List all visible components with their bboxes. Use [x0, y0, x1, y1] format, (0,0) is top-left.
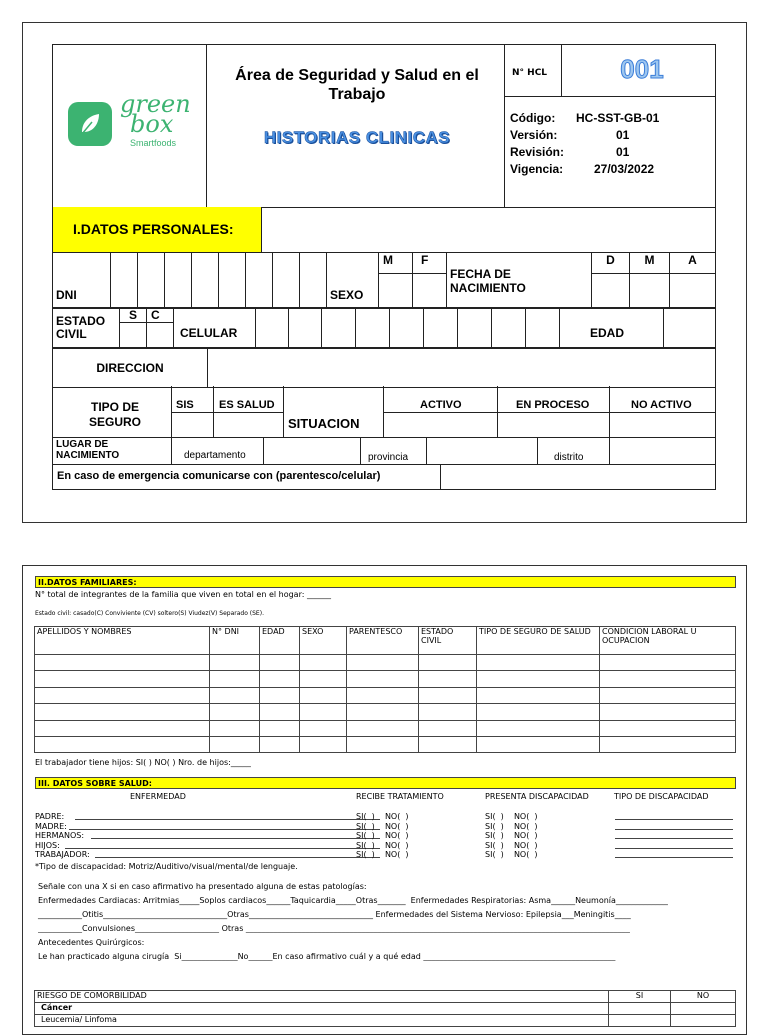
convulsiones-line: ___________Convulsiones_____________________ Otras ________________________________________________________________________________________________ — [38, 924, 630, 933]
provincia-label: provincia — [368, 452, 409, 463]
distrito-label: distrito — [554, 452, 584, 463]
dni-digit[interactable] — [246, 253, 273, 309]
divider — [537, 437, 538, 465]
celular-digit[interactable] — [356, 308, 390, 349]
col-parentesco: PARENTESCO — [347, 627, 419, 655]
comorbilidad-table — [34, 990, 736, 1027]
cancer-si[interactable] — [609, 1003, 671, 1015]
cancer-no[interactable] — [671, 1003, 736, 1015]
table-row[interactable] — [35, 721, 736, 737]
col-tipo-seguro: TIPO DE SEGURO DE SALUD — [477, 627, 600, 655]
celular-digit[interactable] — [458, 308, 492, 349]
celular-digit[interactable] — [424, 308, 458, 349]
hcl-number: 001 — [620, 54, 664, 84]
cirugia-line: Le han practicado alguna cirugía Si______________No______En caso afirmativo cuál y a qué edad ________________________________________________ — [38, 952, 616, 961]
dni-digit[interactable] — [165, 253, 192, 309]
celular-label: CELULAR — [174, 308, 256, 349]
tipo-disc-note: *Tipo de discapacidad: Motriz/Auditivo/visual/mental/de lenguaje. — [35, 862, 298, 871]
divider — [263, 437, 264, 465]
senale-line: Señale con una X si en caso afirmativo ha presentado alguna de estas patologías: — [38, 882, 367, 891]
col-enfermedad: ENFERMEDAD — [130, 792, 186, 801]
vigencia-label: Vigencia: — [510, 162, 564, 176]
dni-row — [52, 252, 716, 309]
revision-value: 01 — [616, 145, 630, 159]
divider — [440, 464, 441, 490]
divider — [171, 412, 283, 413]
table-row[interactable] — [35, 688, 736, 704]
dni-digit[interactable] — [138, 253, 165, 309]
en-proceso-label: EN PROCESO — [516, 399, 590, 411]
celular-digit[interactable] — [526, 308, 560, 349]
table-row[interactable] — [35, 671, 736, 688]
list-item: HIJOS: SI( ) NO( ) SI( ) NO( ) — [35, 841, 735, 851]
area-title: Área de Seguridad y Salud en el Trabajo — [235, 67, 479, 103]
direccion-label: DIRECCION — [53, 348, 208, 388]
doc-meta — [510, 110, 710, 178]
col-edad: EDAD — [260, 627, 300, 655]
activo-label: ACTIVO — [420, 399, 462, 411]
edad-field[interactable] — [664, 308, 716, 349]
datos-personales-title: I.DATOS PERSONALES: — [53, 207, 262, 252]
list-item: HERMANOS: SI( ) NO( ) SI( ) NO( ) — [35, 831, 735, 841]
list-item: PADRE: SI( ) NO( ) SI( ) NO( ) — [35, 812, 735, 822]
hijos-line: El trabajador tiene hijos: SI( ) NO( ) Nro. de hijos:_____ — [35, 758, 251, 767]
total-integrantes-line: N° total de integrantes de la familia que viven en total en el hogar: ______ — [35, 590, 331, 599]
table-row[interactable] — [35, 655, 736, 671]
sexo-label: SEXO — [327, 253, 379, 309]
estado-civil-legend: Estado civil: casado(C) Conviviente (CV) soltero(S) Viudez(V) Separado (SE). — [35, 610, 264, 617]
table-row[interactable] — [35, 704, 736, 721]
si-label: SI — [609, 991, 671, 1003]
header-divider-2 — [504, 44, 505, 208]
leaf-icon — [68, 102, 112, 146]
lugar-nac-label: LUGAR DE NACIMIENTO — [56, 439, 120, 461]
edad-label: EDAD — [560, 308, 664, 349]
version-label: Versión: — [510, 128, 558, 142]
col-apellidos: APELLIDOS Y NOMBRES — [35, 627, 210, 655]
hcl-label: N° HCL — [512, 68, 548, 78]
divider — [171, 437, 172, 465]
divider — [283, 386, 284, 438]
direccion-row — [52, 347, 716, 388]
col-condicion-laboral: CONDICION LABORAL U OCUPACION — [600, 627, 736, 655]
dni-digit[interactable] — [111, 253, 138, 309]
sexo-f[interactable]: F — [413, 253, 447, 309]
direccion-field[interactable] — [208, 348, 716, 388]
fecha-m[interactable]: M — [630, 253, 670, 309]
dni-digit[interactable] — [219, 253, 246, 309]
divider — [383, 412, 716, 413]
cardiacas-line: Enfermedades Cardiacas: Arritmias_____Soplos cardiacos______Taquicardia_____Otras_______ Enfermedades Respiratorias: Asma______Neumonía_____________ — [38, 896, 668, 905]
situacion-label: SITUACION — [288, 416, 360, 431]
col-tipo-discapacidad: TIPO DE DISCAPACIDAD — [614, 792, 709, 801]
dni-label: DNI — [53, 253, 111, 309]
col-sexo: SEXO — [300, 627, 347, 655]
celular-digit[interactable] — [390, 308, 424, 349]
dni-digit[interactable] — [300, 253, 327, 309]
celular-digit[interactable] — [322, 308, 356, 349]
familia-table — [34, 626, 736, 753]
cancer-sub-no[interactable] — [671, 1015, 736, 1027]
no-activo-label: NO ACTIVO — [631, 399, 692, 411]
divider — [426, 437, 427, 465]
divider — [609, 437, 610, 465]
otitis-line: ___________Otitis_______________________________Otras_______________________________ Enfermedades del Sistema Nervioso: Epilepsia___Meningitis____ — [38, 910, 631, 919]
fecha-nac-label: FECHA DE NACIMIENTO — [447, 253, 592, 309]
col-dni: N° DNI — [210, 627, 260, 655]
logo — [68, 90, 198, 158]
header-divider-3 — [504, 96, 716, 97]
estado-c[interactable]: C — [147, 308, 174, 349]
sis-label: SIS — [176, 399, 194, 411]
dni-digit[interactable] — [273, 253, 300, 309]
col-tratamiento: RECIBE TRATAMIENTO — [356, 792, 444, 801]
emergencia-label: En caso de emergencia comunicarse con (parentesco/celular) — [57, 470, 381, 482]
datos-familiares-title: II.DATOS FAMILIARES: — [35, 576, 736, 588]
logo-text-box: box — [130, 110, 174, 138]
estado-civil-row — [52, 307, 716, 349]
vigencia-value: 27/03/2022 — [594, 162, 655, 176]
logo-subtitle: Smartfoods — [130, 138, 177, 148]
list-item: MADRE: SI( ) NO( ) SI( ) NO( ) — [35, 822, 735, 832]
divider — [360, 437, 361, 465]
list-item: TRABAJADOR: SI( ) NO( ) SI( ) NO( ) — [35, 850, 735, 860]
cancer-sub-si[interactable] — [609, 1015, 671, 1027]
cancer-sub-label: Leucemia/ Linfoma — [35, 1015, 609, 1027]
salud-rows — [35, 812, 735, 860]
version-value: 01 — [616, 128, 630, 142]
header-divider-1 — [206, 44, 207, 208]
sexo-m[interactable]: M — [379, 253, 413, 309]
col-discapacidad: PRESENTA DISCAPACIDAD — [485, 792, 589, 801]
doc-title: HISTORIAS CLINICAS — [263, 128, 451, 147]
logo-text-green: green — [120, 90, 191, 118]
celular-digit[interactable] — [492, 308, 526, 349]
estado-civil-label: ESTADO CIVIL — [53, 308, 120, 349]
codigo-label: Código: — [510, 111, 556, 125]
fecha-a[interactable]: A — [670, 253, 716, 309]
revision-label: Revisión: — [510, 145, 565, 159]
riesgo-label: RIESGO DE COMORBILIDAD — [35, 991, 609, 1003]
cancer-label: Cáncer — [35, 1003, 609, 1015]
no-label: NO — [671, 991, 736, 1003]
tipo-seguro-label: TIPO DE SEGURO — [88, 400, 141, 429]
codigo-value: HC-SST-GB-01 — [576, 111, 660, 125]
table-row[interactable] — [35, 737, 736, 753]
header-divider-4 — [561, 44, 562, 96]
celular-digit[interactable] — [289, 308, 322, 349]
estado-s[interactable]: S — [120, 308, 147, 349]
celular-digit[interactable] — [256, 308, 289, 349]
col-estado-civil: ESTADO CIVIL — [419, 627, 477, 655]
datos-salud-title: III. DATOS SOBRE SALUD: — [35, 777, 736, 789]
fecha-d[interactable]: D — [592, 253, 630, 309]
dni-digit[interactable] — [192, 253, 219, 309]
antecedentes-label: Antecedentes Quirúrgicos: — [38, 938, 145, 947]
departamento-label: departamento — [184, 450, 246, 461]
es-salud-label: ES SALUD — [219, 399, 275, 411]
